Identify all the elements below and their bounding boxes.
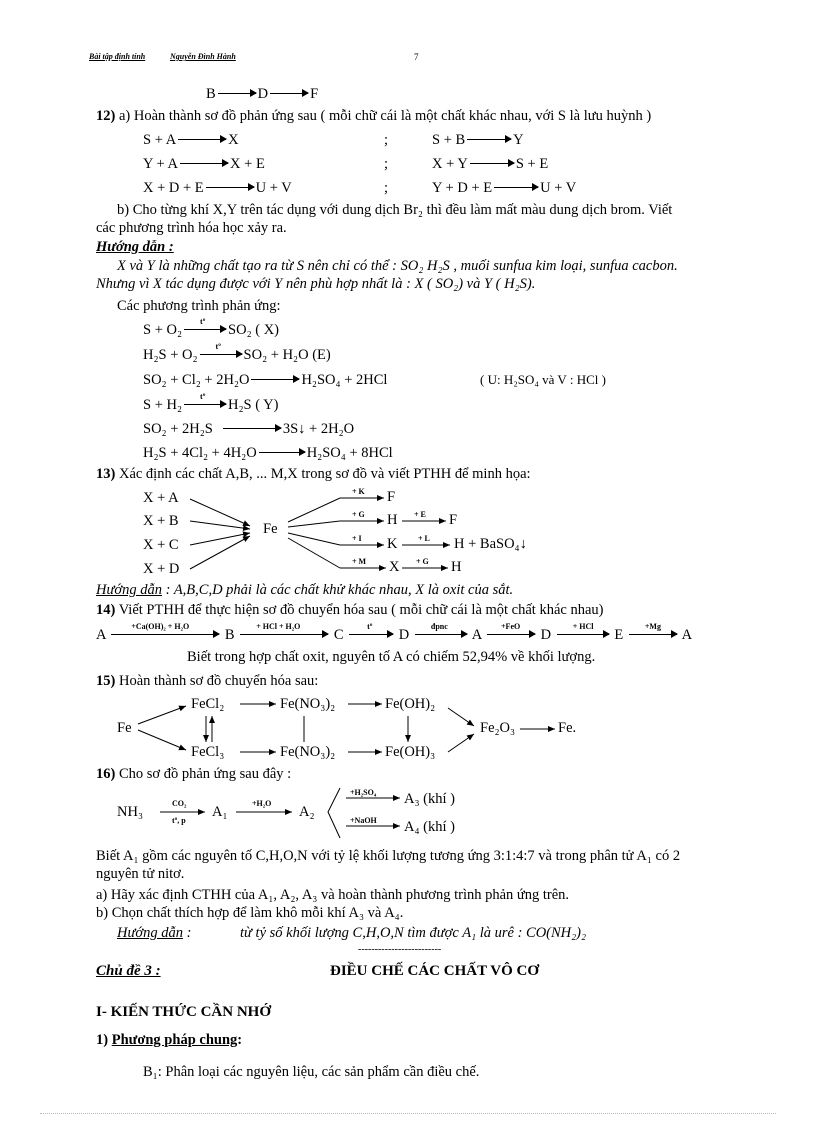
method-colon: : [237, 1032, 243, 1048]
reactants: S + O₂ [143, 322, 183, 338]
q16-a2: A₂ [299, 804, 315, 820]
reactants: S + A [143, 132, 177, 148]
reactants: Y + A [143, 156, 179, 172]
q13-text: Xác định các chất A,B, ... M,X trong sơ đồ và viết PTHH để minh họa: [115, 466, 531, 482]
chem: E [614, 627, 624, 643]
label-h2o: +H₂O [252, 799, 272, 808]
chem-d: D [257, 86, 269, 102]
reactants: X + D + E [143, 180, 204, 196]
products: X + E [230, 156, 265, 172]
separator: ------------------------- [358, 944, 442, 955]
q13-H-BaSO4: H + BaSO₄↓ [454, 536, 527, 552]
products: 3S↓ + 2H₂O [282, 421, 355, 437]
label-k: + K [352, 487, 365, 496]
q16-a1: A₁ [212, 804, 228, 820]
reactants: S + H₂ [143, 397, 183, 413]
q12-number: 12) [96, 108, 116, 124]
chem: C [333, 627, 344, 643]
q15-feno3-2: Fe(NO₃)₂ [280, 696, 336, 712]
products: Y [513, 132, 524, 148]
label-g2: + G [416, 557, 429, 566]
chem-f: F [310, 86, 319, 102]
q16-a3: A₃ (khí ) [404, 791, 455, 807]
eq-3-note: ( U: H₂SO₄ và V : HCl ) [480, 372, 606, 387]
q16-guide-text: từ tỷ số khối lượng C,H,O,N tìm được A₁ là urê : CO(NH₂)₂ [240, 925, 587, 941]
condition: +Mg [644, 622, 661, 632]
products: SO₂ + H₂O (E) [243, 347, 331, 363]
chem-b: B [206, 86, 216, 102]
q16-p2: nguyên tử nitơ. [96, 866, 185, 882]
q15-fecl3: FeCl₃ [191, 744, 225, 760]
reactants: H₂S + 4Cl₂ + 4H₂O [143, 445, 257, 461]
products: U + V [540, 180, 577, 196]
method-title: Phương pháp chung [111, 1032, 238, 1048]
reactants: S + B [432, 132, 466, 148]
q13-F: F [387, 489, 396, 505]
b1-step: B₁: Phân loại các nguyên liệu, các sản phẩm cần điều chế. [143, 1064, 480, 1080]
header-left: Bài tập định tính [89, 52, 146, 61]
q15-feoh3: Fe(OH)₃ [385, 744, 436, 760]
q13-fe: Fe [263, 521, 278, 537]
reactants: X + Y [432, 156, 468, 172]
q15-feno3-3: Fe(NO₃)₂ [280, 744, 336, 760]
q13-X: X [389, 559, 400, 575]
products: H₂S ( Y) [228, 397, 279, 413]
q13-H2: H [451, 559, 462, 575]
q13-number: 13) [96, 466, 116, 482]
q16-text: Cho sơ đồ phản ứng sau đây : [115, 766, 292, 782]
q13-left-2: X + B [143, 513, 179, 529]
label-h2so4: +H₂SO₄ [350, 788, 377, 797]
reactants: H₂S + O₂ [143, 347, 198, 363]
condition: +FeO [501, 622, 521, 632]
q12-text: a) Hoàn thành sơ đồ phản ứng sau ( mỗi chữ cái là một chất khác nhau, với S là lưu huỳnh ) [115, 108, 652, 124]
semicolon: ; [384, 132, 389, 148]
topic-title: ĐIỀU CHẾ CÁC CHẤT VÔ CƠ [330, 963, 540, 979]
condition: đpnc [430, 622, 448, 632]
condition: tº [200, 317, 206, 327]
q16-b: b) Chọn chất thích hợp để làm khô mỗi khí A₃ và A₄. [96, 905, 404, 921]
condition: + HCl [572, 622, 594, 632]
products: U + V [255, 180, 292, 196]
guide-text: : A,B,C,D phải là các chất khử khác nhau, X là oxit của sắt. [162, 582, 514, 598]
chem: B [224, 627, 235, 643]
semicolon: ; [384, 156, 389, 172]
method-heading [96, 1032, 242, 1049]
label-i: + I [352, 534, 362, 543]
condition: tº [367, 622, 373, 632]
branch-bracket [328, 788, 340, 838]
q12-guide-label: Hướng dẫn : [96, 239, 174, 255]
label-naoh: +NaOH [350, 816, 377, 825]
chem: A [96, 627, 106, 643]
guide-label: Hướng dẫn [96, 582, 162, 598]
q13-H: H [387, 512, 398, 528]
condition: + HCl + H₂O [256, 622, 301, 632]
q12-guide-1: X và Y là những chất tạo ra từ S nên chỉ có thể : SO₂ H₂S , muối sunfua kim loại, sunfua cacbon. [117, 258, 678, 274]
chem: D [540, 627, 552, 643]
q15-fe: Fe [117, 720, 132, 736]
q14-number: 14) [96, 602, 116, 618]
q13-left-1: X + A [143, 490, 179, 506]
semicolon: ; [384, 180, 389, 196]
q15-fe-end: Fe. [558, 720, 577, 736]
q15-number: 15) [96, 673, 116, 689]
reactants: Y + D + E [432, 180, 493, 196]
q12-guide-2: Nhưng vì X tác dụng được với Y nên phù hợp nhất là : X ( SO₂) và Y ( H₂S). [96, 276, 536, 292]
page-number: 7 [414, 52, 419, 62]
chem: D [398, 627, 410, 643]
label-l: + L [418, 534, 430, 543]
label-g: + G [352, 510, 365, 519]
label-m: + M [352, 557, 367, 566]
section-heading: I- KIẾN THỨC CẦN NHỚ [96, 1004, 272, 1020]
q13-left-3: X + C [143, 537, 179, 553]
method-number: 1) [96, 1032, 112, 1048]
products: H₂SO₄ + 8HCl [306, 445, 393, 461]
label-e: + E [414, 510, 426, 519]
topic-label: Chủ đề 3 : [96, 963, 161, 979]
header-author: Nguyễn Đình Hành [170, 52, 236, 61]
q16-number: 16) [96, 766, 116, 782]
condition: tº [200, 392, 206, 402]
q16-a: a) Hãy xác định CTHH của A₁, A₂, A₃ và hoàn thành phương trình phản ứng trên. [96, 887, 570, 903]
q13-K: K [387, 536, 398, 552]
condition: +Ca(OH)₂ + H₂O [131, 622, 190, 632]
q15-feoh2: Fe(OH)₂ [385, 696, 436, 712]
q16-nh3: NH₃ [117, 804, 143, 820]
products: S + E [515, 156, 549, 172]
q15-fe2o3: Fe₂O₃ [480, 720, 516, 736]
q14-text: Viết PTHH để thực hiện sơ đồ chuyển hóa sau ( mỗi chữ cái là một chất khác nhau) [115, 602, 604, 618]
products: H₂SO₄ + 2HCl [301, 372, 388, 388]
reactants: SO₂ + 2H₂S [143, 421, 213, 437]
q12-eq-title: Các phương trình phản ứng: [117, 298, 281, 314]
q12-b-line2: các phương trình hóa học xảy ra. [96, 220, 287, 236]
products: X [228, 132, 239, 148]
q16-p1: Biết A₁ gồm các nguyên tố C,H,O,N với tỷ lệ khối lượng tương ứng 3:1:4:7 và trong phân tử A₁ có 2 [96, 848, 681, 864]
guide-label: Hướng dẫn [117, 925, 183, 941]
q13-F2: F [449, 512, 458, 528]
products: SO₂ ( X) [228, 322, 280, 338]
q16-a4: A₄ (khí ) [404, 819, 455, 835]
condition: tº [215, 342, 221, 352]
q13-left-4: X + D [143, 561, 180, 577]
q12-b-line1: b) Cho từng khí X,Y trên tác dụng với dung dịch Br₂ thì đều làm mất màu dung dịch brom. Viết [117, 202, 673, 218]
page-bottom-border [40, 1113, 776, 1114]
q15-text: Hoàn thành sơ đồ chuyển hóa sau: [115, 673, 319, 689]
label-tp: tº, p [172, 816, 186, 825]
chem: A [471, 627, 482, 643]
q15-fecl2: FeCl₂ [191, 696, 225, 712]
q16-guide [117, 925, 191, 942]
chem: A [681, 627, 693, 643]
guide-colon: : [183, 925, 192, 941]
label-co2: CO₂ [172, 799, 187, 808]
q14-note: Biết trong hợp chất oxit, nguyên tố A có chiếm 52,94% về khối lượng. [187, 649, 596, 665]
reactants: SO₂ + Cl₂ + 2H₂O [143, 372, 250, 388]
